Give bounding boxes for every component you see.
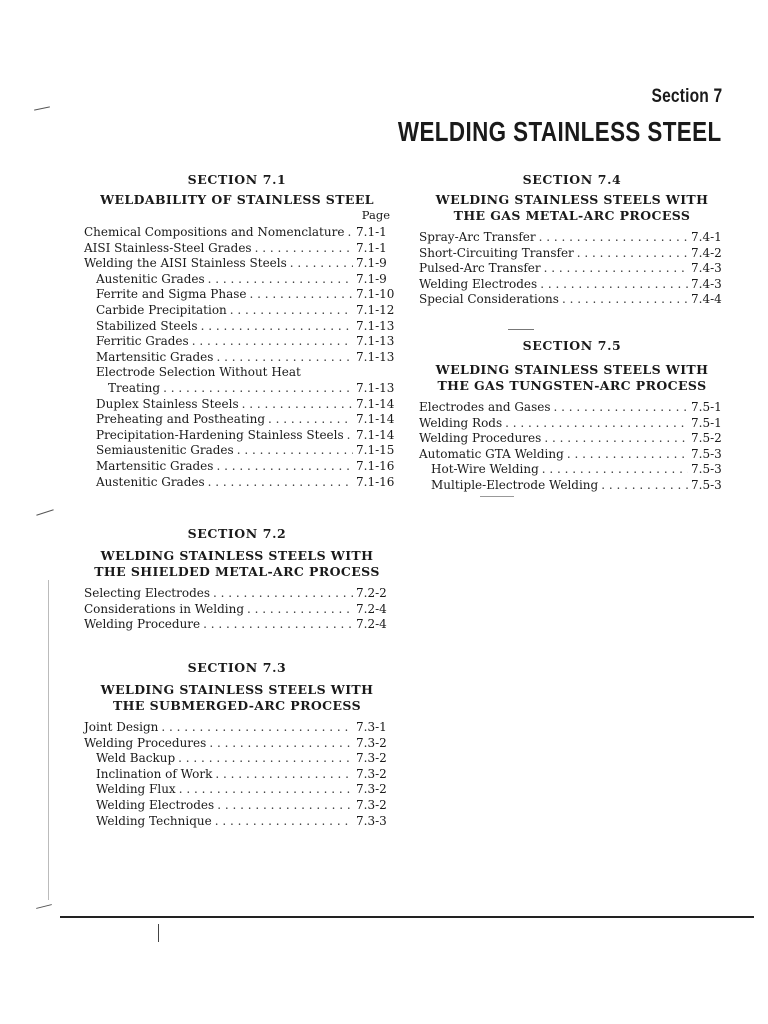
toc-entry[interactable]: Welding Procedures . . . 7.5-2 <box>419 431 725 447</box>
section-title-line: WELDING STAINLESS STEELS WITH <box>100 548 374 563</box>
toc-entry[interactable]: Automatic GTA Welding . . . 7.5-3 <box>419 447 725 463</box>
toc-list <box>84 586 390 633</box>
section-label: SECTION 7.4 <box>522 172 622 187</box>
section-7-2 <box>84 526 390 633</box>
section-number: Section 7 <box>651 86 722 107</box>
toc-entry[interactable]: Ferrite and Sigma Phase . . . 7.1-10 <box>84 287 390 303</box>
toc-entry[interactable]: Special Considerations . . . 7.4-4 <box>419 292 725 308</box>
footer-rule <box>60 916 754 918</box>
scan-mark <box>36 509 53 516</box>
section-title-line: WELDING STAINLESS STEELS WITH <box>100 682 374 697</box>
toc-entry[interactable]: Welding Rods . . . 7.5-1 <box>419 416 725 432</box>
toc-entry[interactable]: Welding the AISI Stainless Steels . . . 7.1-9 <box>84 256 390 272</box>
margin-line <box>48 580 49 900</box>
toc-list <box>84 720 390 829</box>
toc-entry[interactable]: Carbide Precipitation . . . 7.1-12 <box>84 303 390 319</box>
toc-entry[interactable]: Welding Procedures . . . 7.3-2 <box>84 736 390 752</box>
section-title: WELDABILITY OF STAINLESS STEEL <box>100 192 374 207</box>
toc-entry[interactable]: Welding Electrodes . . . 7.3-2 <box>84 798 390 814</box>
toc-entry[interactable]: Semiaustenitic Grades . . . 7.1-15 <box>84 443 390 459</box>
footer-tick <box>158 924 159 942</box>
toc-entry[interactable]: Weld Backup . . . 7.3-2 <box>84 751 390 767</box>
section-label: SECTION 7.2 <box>187 526 287 541</box>
toc-list <box>419 400 725 494</box>
toc-entry[interactable]: Welding Electrodes . . . 7.4-3 <box>419 277 725 293</box>
section-label: SECTION 7.5 <box>522 338 622 353</box>
toc-entry[interactable]: Short-Circuiting Transfer . . . 7.4-2 <box>419 246 725 262</box>
toc-entry[interactable]: Selecting Electrodes . . . 7.2-2 <box>84 586 390 602</box>
section-7-3 <box>84 660 390 829</box>
toc-entry[interactable]: Duplex Stainless Steels . . . 7.1-14 <box>84 397 390 413</box>
toc-entry[interactable]: Joint Design . . . 7.3-1 <box>84 720 390 736</box>
toc-entry[interactable]: Pulsed-Arc Transfer . . . 7.4-3 <box>419 261 725 277</box>
toc-entry[interactable]: Welding Flux . . . 7.3-2 <box>84 782 390 798</box>
toc-list <box>84 225 395 490</box>
section-title-line: THE GAS METAL-ARC PROCESS <box>453 208 691 223</box>
section-7-5 <box>419 338 725 494</box>
toc-entry[interactable]: Welding Technique . . . 7.3-3 <box>84 814 390 830</box>
toc-list <box>419 230 725 308</box>
toc-entry[interactable]: Preheating and Postheating . . . 7.1-14 <box>84 412 390 428</box>
section-title-line: WELDING STAINLESS STEELS WITH <box>435 362 709 377</box>
toc-entry[interactable]: Chemical Compositions and Nomenclature . . . 7.1-1 <box>84 225 390 241</box>
toc-entry[interactable]: Hot-Wire Welding . . . 7.5-3 <box>419 462 725 478</box>
toc-entry[interactable]: Inclination of Work . . . 7.3-2 <box>84 767 390 783</box>
section-7-4 <box>419 172 725 308</box>
section-title-line: WELDING STAINLESS STEELS WITH <box>435 192 709 207</box>
toc-entry[interactable]: Austenitic Grades . . . 7.1-9 <box>84 272 390 288</box>
separator-dash <box>508 329 534 330</box>
section-label: SECTION 7.1 <box>187 172 287 187</box>
toc-entry[interactable]: Considerations in Welding . . . 7.2-4 <box>84 602 390 618</box>
section-7-1 <box>84 172 395 490</box>
toc-entry[interactable]: Welding Procedure . . . 7.2-4 <box>84 617 390 633</box>
toc-entry[interactable]: Austenitic Grades . . . 7.1-16 <box>84 475 390 491</box>
section-title-line: THE SHIELDED METAL-ARC PROCESS <box>94 564 380 579</box>
toc-entry[interactable]: Precipitation-Hardening Stainless Steels . . . 7.1-14 <box>84 428 390 444</box>
toc-entry[interactable]: AISI Stainless-Steel Grades . . . 7.1-1 <box>84 241 390 257</box>
toc-entry[interactable]: Treating . . . 7.1-13 <box>84 381 390 397</box>
toc-entry[interactable]: Martensitic Grades . . . 7.1-13 <box>84 350 390 366</box>
scan-mark <box>34 106 50 110</box>
toc-entry[interactable]: Ferritic Grades . . . 7.1-13 <box>84 334 390 350</box>
section-title-line: THE SUBMERGED-ARC PROCESS <box>112 698 362 713</box>
toc-entry[interactable]: Stabilized Steels . . . 7.1-13 <box>84 319 390 335</box>
section-title-line: THE GAS TUNGSTEN-ARC PROCESS <box>437 378 707 393</box>
page-column-label: Page <box>361 208 390 222</box>
separator-dash <box>480 496 514 497</box>
section-label: SECTION 7.3 <box>187 660 287 675</box>
page-title: WELDING STAINLESS STEEL <box>398 116 722 147</box>
toc-entry[interactable]: Martensitic Grades . . . 7.1-16 <box>84 459 390 475</box>
toc-entry[interactable]: Electrodes and Gases . . . 7.5-1 <box>419 400 725 416</box>
scan-mark <box>36 904 52 909</box>
toc-entry[interactable]: Multiple-Electrode Welding . . . 7.5-3 <box>419 478 725 494</box>
toc-entry[interactable]: Spray-Arc Transfer . . . 7.4-1 <box>419 230 725 246</box>
toc-entry-continued[interactable]: Electrode Selection Without Heat <box>96 365 301 380</box>
